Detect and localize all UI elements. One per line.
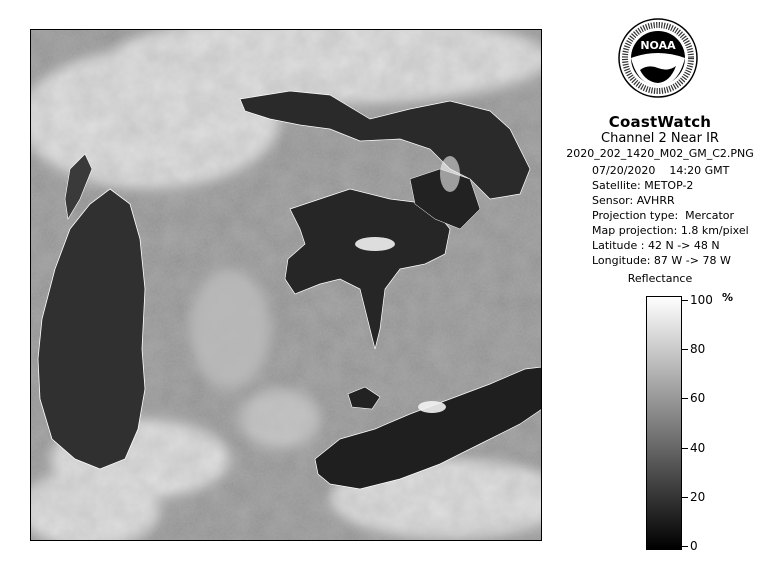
projection-type: Projection type: Mercator [592,209,735,222]
brand-title: CoastWatch [608,113,712,131]
map-projection: Map projection: 1.8 km/pixel [592,224,749,237]
colorbar-tick [682,300,688,301]
reflectance-colorbar [646,296,682,550]
noaa-logo-text: NOAA [640,39,676,52]
datetime: 07/20/2020 14:20 GMT [592,164,730,177]
legend-title: Reflectance [627,272,693,285]
colorbar-tick-label: 80 [690,342,706,357]
colorbar-tick [682,349,688,350]
colorbar-tick-label: 100 [690,293,713,307]
channel-label: Channel 2 Near IR [601,131,719,146]
file-name: 2020_202_1420_M02_GM_C2.PNG [566,147,754,160]
colorbar-tick [682,546,688,547]
longitude-range: Longitude: 87 W -> 78 W [592,254,731,267]
satellite-image [30,29,542,541]
latitude-range: Latitude : 42 N -> 48 N [592,239,720,252]
colorbar-tick-label: 60 [690,391,706,406]
colorbar-tick-label: 40 [690,440,706,455]
sensor-label: Sensor: AVHRR [592,194,675,207]
colorbar-tick [682,398,688,399]
colorbar-tick-label: 0 [690,539,698,553]
colorbar-tick [682,497,688,498]
satellite-label: Satellite: METOP-2 [592,179,694,192]
colorbar-tick-label: 20 [690,489,706,504]
legend-unit: % [722,291,734,304]
colorbar-tick [682,448,688,449]
noaa-logo [618,18,698,98]
